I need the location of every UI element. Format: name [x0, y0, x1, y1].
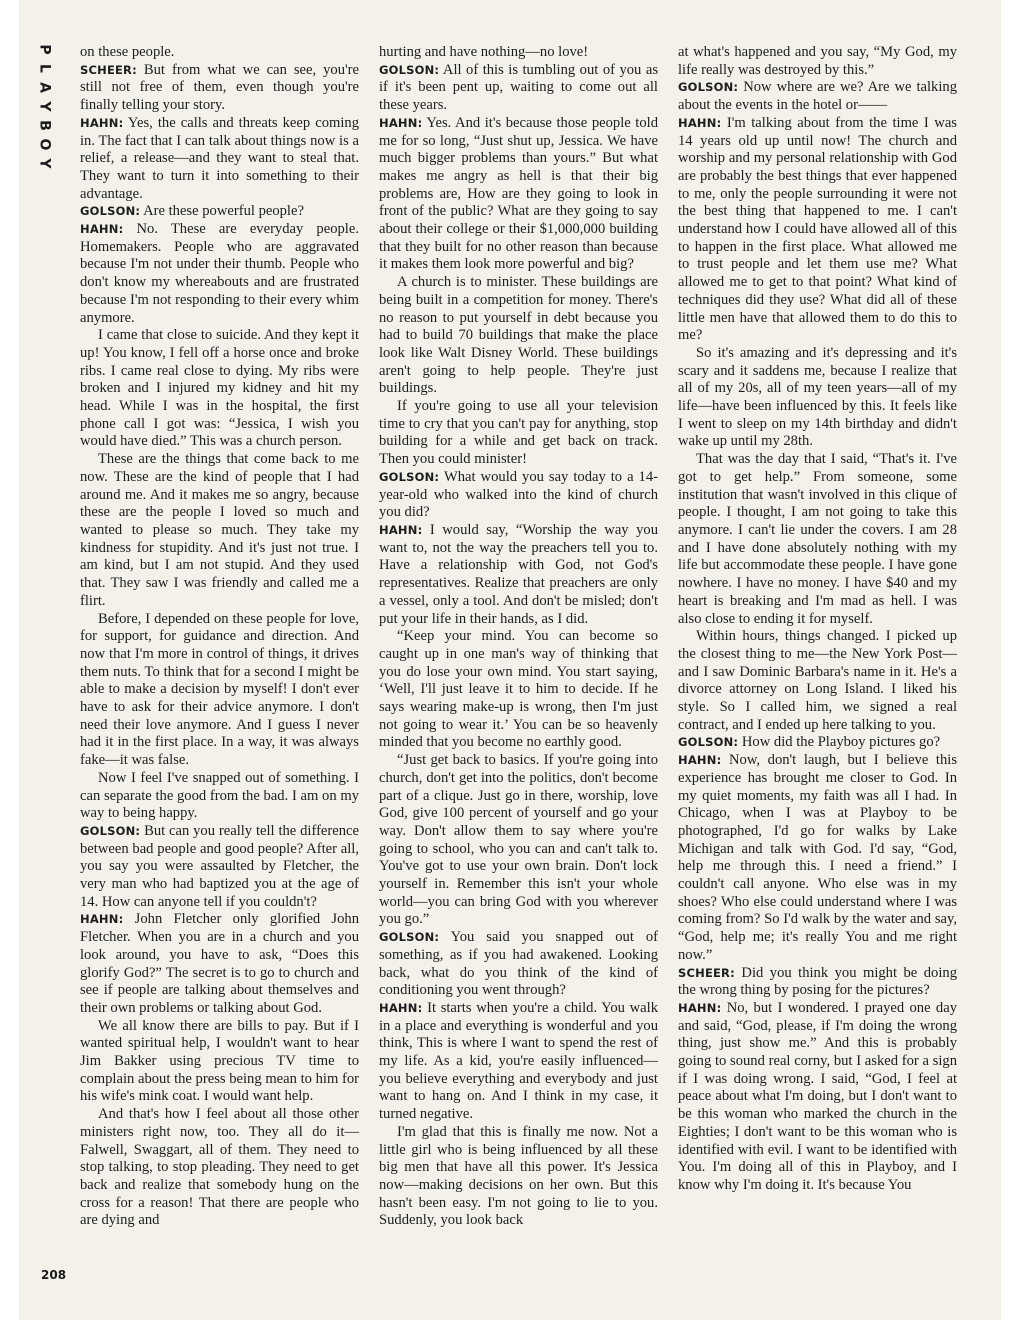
paragraph [80, 221, 359, 327]
paragraph [678, 345, 957, 451]
speaker-label: HAHN: [379, 522, 423, 537]
paragraph-text: And that's how I feel about all those other ministers right now, too. They all do it—Falwell, Swaggart, all of them. They need to stop talking, to stop pleading. They need to get back and realize that somebody hung on the cross for a reason! That there are people who are dying and [80, 1106, 359, 1229]
paragraph-text: But can you really tell the difference between bad people and good people? After all, you say you were assaulted by Fletcher, the very man who had baptized you at the age of 14. How can anyone tell if you couldn't? [80, 822, 359, 910]
text-column-1 [80, 44, 359, 1230]
paragraph [678, 752, 957, 964]
paragraph [678, 734, 957, 752]
paragraph [379, 628, 658, 752]
paragraph [80, 770, 359, 823]
paragraph-text: Yes, the calls and threats keep coming in. The fact that I can talk about things now is a relief, a release—and they want to steal that. They want to turn it into something to their advantage. [80, 114, 360, 202]
speaker-label: GOLSON: [678, 735, 739, 750]
paragraph-text: on these people. [80, 44, 175, 60]
paragraph-text: I'm glad that this is finally me now. Not a little girl who is being influenced by all these big men that have all this power. It's Jessica now—making decisions on her own. But this hasn't been easy. I'm not going to lie to you. Suddenly, you look back [379, 1123, 658, 1229]
paragraph-text: Yes. And it's because those people told me for so long, “Just shut up, Jessica. We have much bigger problems than yours.” But what makes me angry as hell is that their big problems are, How are they going to look in front of the public? What are they going to say about their college or their $1,000,000 building that they built for no other reason than because it makes them look more powerful and big? [379, 114, 658, 273]
page-number: 208 [41, 1268, 67, 1282]
paragraph-text: I came that close to suicide. And they kept it up! You know, I fell off a horse once and broke ribs. I came real close to dying. My ribs were broken and I injured my kidney and hit my head. While I was in the hospital, the first phone call I got was: “Jessica, I wish you would have died.” This was a church person. [80, 327, 359, 450]
speaker-label: GOLSON: [379, 930, 440, 945]
paragraph-text: A church is to minister. These buildings are being built in a competition for money. There's no reason to put yourself in debt because you had to build 70 buildings that make the place look like Walt Disney World. These buildings aren't going to help people. They're just buildings. [379, 274, 658, 397]
paragraph-text: All of this is tumbling out of you as if it's been pent up, waiting to come out all these years. [379, 61, 658, 114]
speaker-label: HAHN: [379, 1000, 423, 1015]
paragraph [678, 1000, 957, 1195]
paragraph [379, 398, 658, 469]
paragraph [379, 752, 658, 929]
paragraph [379, 469, 658, 522]
paragraph [379, 115, 658, 274]
masthead-letter: B [36, 120, 53, 131]
paragraph [379, 62, 658, 115]
speaker-label: HAHN: [678, 753, 722, 768]
text-column-2 [379, 44, 658, 1230]
paragraph [80, 44, 359, 62]
masthead-letter: Y [36, 158, 53, 169]
paragraph [678, 79, 957, 114]
paragraph [80, 823, 359, 912]
paragraph-text: How did the Playboy pictures go? [741, 734, 941, 751]
paragraph [379, 522, 658, 628]
paragraph [80, 1106, 359, 1230]
paragraph [678, 115, 957, 345]
paragraph-text: I would say, “Worship the way you want to, not the way the preachers tell you to. Have a relationship with God, not God's representatives. Realize that preachers are only a vessel, only a tool. And don't be misled; don't put your life in their hands, as I did. [379, 521, 658, 627]
paragraph-text: No, but I wondered. I prayed one day and said, “God, please, if I'm doing the wrong thing, just show me.” And this is probably going to sound real corny, but I asked for a sign if I was doing wrong. I said, “God, I feel at peace about what I'm doing, but I don't want to be this woman who marked the church in the Eighties; I don't want to be this woman who is identified with evil. I want to be identified with You. I'm doing all of this in Playboy, and I know why I'm doing it. It's because You [678, 999, 957, 1193]
paragraph [80, 611, 359, 770]
playboy-masthead [33, 40, 55, 173]
text-column-3 [678, 44, 957, 1195]
paragraph [80, 911, 359, 1017]
paragraph [379, 1124, 658, 1230]
speaker-label: SCHEER: [678, 965, 735, 980]
paragraph [379, 1000, 658, 1124]
paragraph [80, 451, 359, 610]
speaker-label: GOLSON: [379, 62, 440, 77]
paragraph-text: Now where are we? Are we talking about the events in the hotel or—— [678, 79, 957, 114]
paragraph [678, 965, 957, 1000]
paragraph [80, 203, 359, 221]
paragraph-text: You said you snapped out of something, as if you had awakened. Looking back, what do you think of the kind of conditioning you went through? [379, 929, 658, 999]
paragraph-text: But from what we can see, you're still not free of them, even though you're finally telling your story. [80, 61, 359, 114]
paragraph-text: Within hours, things changed. I picked up the closest thing to me—the New York Post—and I saw Dominic Barbara's name in it. He's a divorce attorney on Long Island. I liked his style. So I called him, we signed a real contract, and I ended up here talking to you. [678, 628, 957, 733]
speaker-label: HAHN: [80, 222, 124, 237]
masthead-letter: Y [36, 101, 53, 112]
paragraph-text: Now, don't laugh, but I believe this experience has brought me closer to God. In my quiet moments, my faith was all I had. In Chicago, when I was at Playboy to be photographed, I'd go for walks by Lake Michigan and talk with God. I'd say, “God, help me through this. I need a friend.” I couldn't call anyone. Who else was in my shoes? Who else could understand where I was coming from? So I'd walk by the water and say, “God, help me; it's really You and me right now.” [678, 752, 958, 963]
paragraph-text: That was the day that I said, “That's it. I've got to get help.” From someone, some institution that wasn't involved in this clique of people. I thought, I am not going to take this anymore. I can't lie under the covers. I am 28 and I have done absolutely nothing with my life but accommodate these people. I have gone nowhere. I have no money. I have $40 and my heart is breaking and I'm mad as hell. I was also close to ending it for myself. [678, 451, 957, 627]
paragraph [678, 628, 957, 734]
paragraph [379, 274, 658, 398]
masthead-letter: A [36, 82, 53, 93]
paragraph-text: at what's happened and you say, “My God, my life really was destroyed by this.” [678, 44, 957, 78]
speaker-label: HAHN: [678, 1000, 722, 1015]
speaker-label: HAHN: [80, 912, 124, 927]
paragraph-text: It starts when you're a child. You walk in a place and everything is wonderful and you think, This is where I want to spend the rest of my life. As a kid, you're easily influenced—you believe everything and everybody and just want to hang on. And I think in my case, it turned negative. [379, 999, 658, 1123]
paragraph-text: We all know there are bills to pay. But if I wanted spiritual help, I wouldn't want to hear Jim Bakker using precious TV time to complain about the press being mean to him for his wife's mink coat. I would want help. [80, 1017, 359, 1105]
paragraph-text: “Keep your mind. You can become so caught up in one man's way of thinking that you do lose your own mind. You start saying, ‘Well, I'll just leave it to him to decide. If he says wearing make-up is wrong, then I'm just not going to wear it.’ You can be so heavenly minded that you become no earthly good. [379, 628, 658, 751]
paragraph [80, 1018, 359, 1107]
speaker-label: GOLSON: [678, 80, 739, 95]
masthead-letter: L [36, 64, 53, 73]
paragraph-text: No. These are everyday people. Homemakers. People who are aggravated because I'm not under their thumb. People who don't know my whereabouts and are frustrated because I'm not responding to their every whim anymore. [80, 221, 359, 326]
paragraph-text: What would you say today to a 14-year-old who walked into the kind of church you did? [379, 468, 658, 521]
paragraph-text: So it's amazing and it's depressing and it's scary and it saddens me, because I realize that all of my 20s, all of my teen years—all of my life—have been influenced by this. It feels like I went to sleep on my 14th birthday and didn't wake up until my 28th. [678, 344, 957, 450]
paragraph-text: hurting and have nothing—no love! [379, 44, 589, 60]
paragraph [80, 62, 359, 115]
paragraph-text: Are these powerful people? [143, 203, 304, 220]
paragraph [678, 44, 957, 79]
paragraph-text: I'm talking about from the time I was 14 years old up until now! The church and worship and my personal relationship with God are probably the best things that ever happened to me, only the people surrounding it were not the best thing that happened to me. I can't understand how I could have allowed all of this to happen in the first place. What allowed me to trust people and let them use me? What allowed me to get to that point? What kind of techniques did they use? What did all of these little men have that allowed them to do this to me? [678, 114, 957, 344]
speaker-label: SCHEER: [80, 62, 137, 77]
speaker-label: HAHN: [80, 115, 124, 130]
paragraph-text: If you're going to use all your television time to cry that you can't pay for anything, stop building for a while and get back on track. Then you could minister! [379, 398, 658, 468]
paragraph [379, 929, 658, 1000]
paragraph-text: “Just get back to basics. If you're going into church, don't get into the politics, don't become part of a clique. Just go in there, worship, love God, give 100 percent of yourself and go your way. Don't allow them to say where you're going to school, who you can and can't talk to. You've got to use your own brain. Don't lock yourself in. Remember this isn't your whole world—you can bring God with you wherever you go.” [379, 752, 658, 928]
masthead-letter: P [36, 44, 53, 55]
speaker-label: GOLSON: [379, 469, 440, 484]
masthead-letter: O [36, 138, 53, 151]
speaker-label: HAHN: [678, 115, 722, 130]
speaker-label: HAHN: [379, 115, 423, 130]
paragraph-text: Before, I depended on these people for love, for support, for guidance and direction. And now that I'm more in control of things, it drives them nuts. To think that for a second I might be able to make a decision by myself! I don't ever have to ask for their advice anymore. I don't need their love anymore. And I guess I never had it in the first place. In a way, it was always fake—it was false. [80, 610, 359, 769]
magazine-page [19, 0, 1001, 1320]
paragraph-text: These are the things that come back to me now. These are the kind of people that I had around me. And it makes me so angry, because these are the people I loved so much and wanted to please so much. They take my kindness for stupidity. And it's just not true. I am kind, but I am not stupid. And they used that. They saw I was friendly and called me a flirt. [80, 451, 359, 609]
paragraph [80, 327, 359, 451]
paragraph-text: Did you think you might be doing the wrong thing by posing for the pictures? [678, 964, 957, 999]
speaker-label: GOLSON: [80, 823, 141, 838]
paragraph [678, 451, 957, 628]
speaker-label: GOLSON: [80, 204, 141, 219]
paragraph [379, 44, 658, 62]
paragraph [80, 115, 359, 204]
paragraph-text: John Fletcher only glorified John Fletcher. When you are in a church and you look around, you have to ask, “Does this glorify God?” The secret is to go to church and see if people are talking about themselves and their own problems or talking about God. [80, 911, 359, 1016]
paragraph-text: Now I feel I've snapped out of something. I can separate the good from the bad. I am on my way to being happy. [80, 769, 359, 822]
